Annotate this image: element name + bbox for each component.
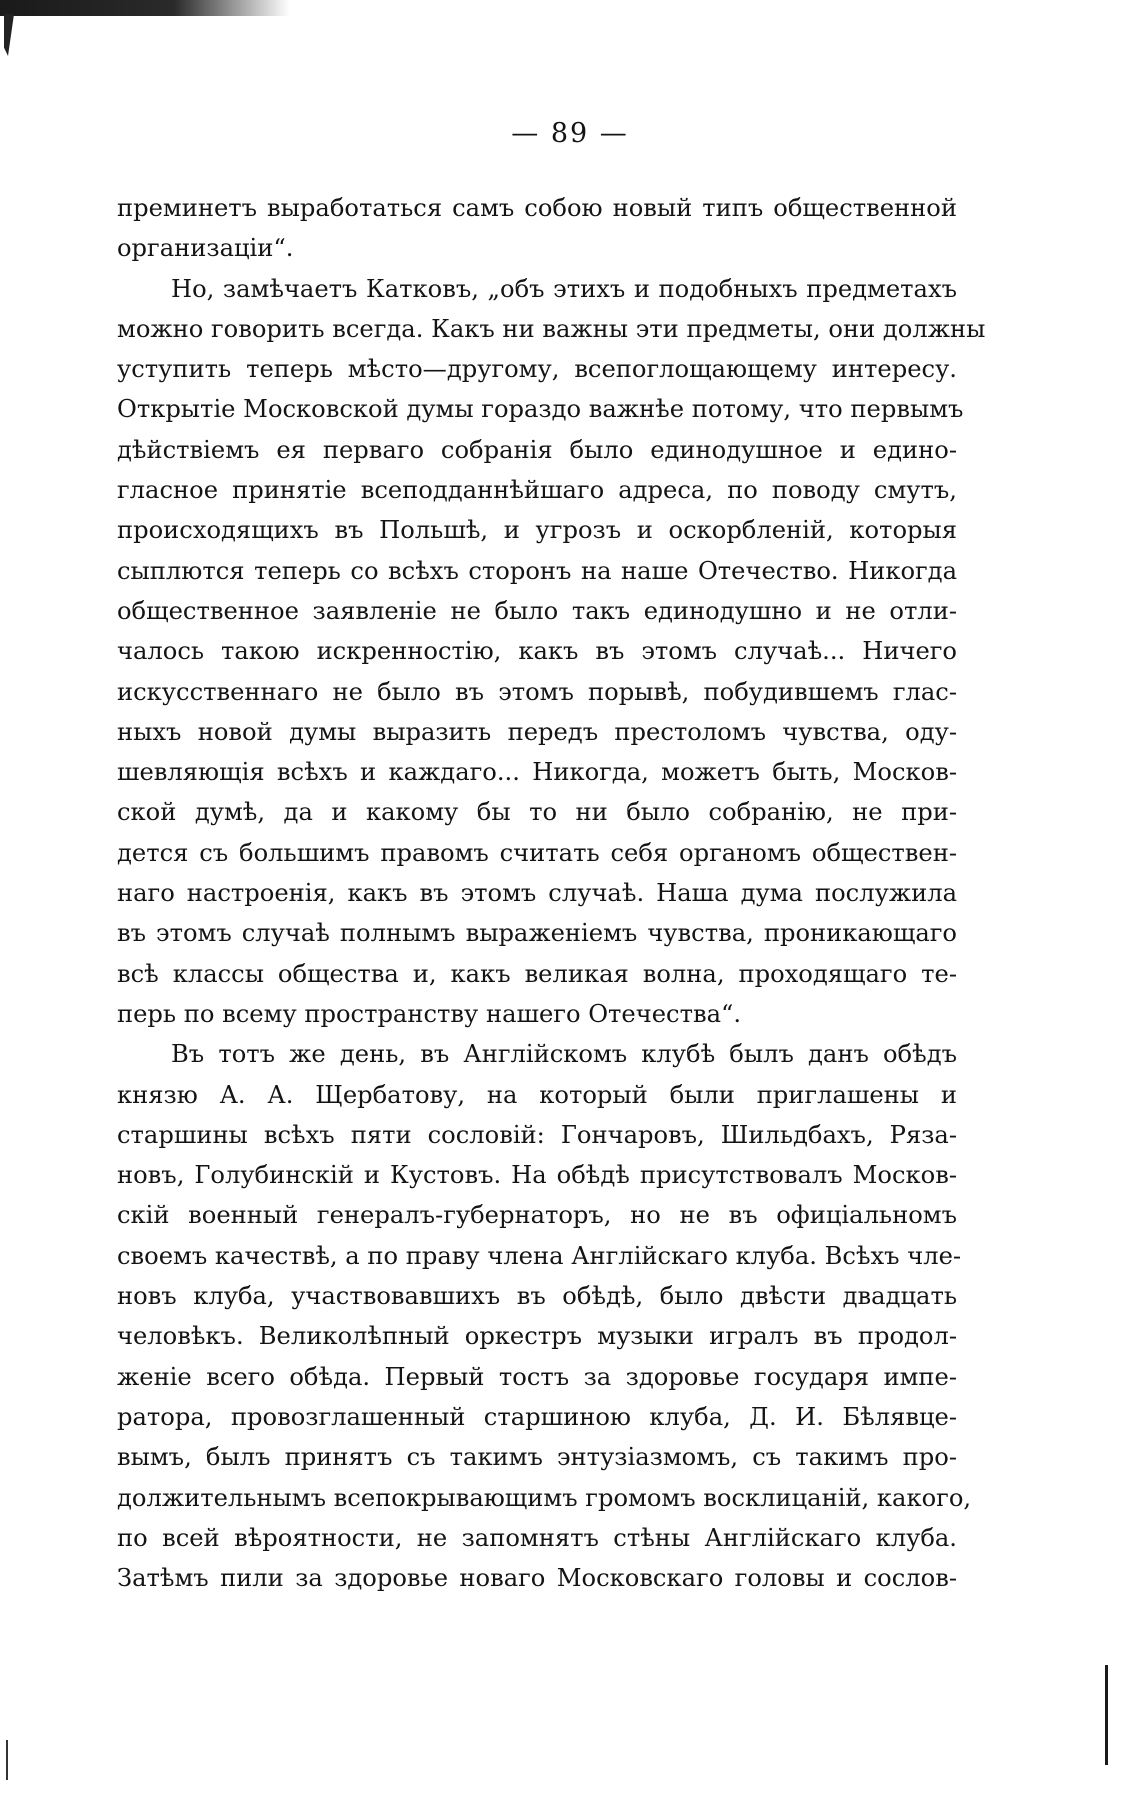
scan-edge-shadow xyxy=(0,0,290,16)
text-line: перь по всему пространству нашего Отечества“. xyxy=(117,999,742,1028)
text-line: гласное принятіе всеподданнѣйшаго адреса, по поводу смутъ, xyxy=(117,476,957,505)
text-line: ныхъ новой думы выразить передъ престоломъ чувства, оду- xyxy=(117,717,957,746)
text-line: Открытіе Московской думы гораздо важнѣе потому, что первымъ xyxy=(117,395,964,424)
text-line: своемъ качествѣ, а по праву члена Англійскаго клуба. Всѣхъ чле- xyxy=(117,1241,962,1270)
text-line: Но, замѣчаетъ Катковъ, „объ этихъ и подобныхъ предметахъ xyxy=(171,274,957,303)
text-line: новъ, Голубинскій и Кустовъ. На обѣдѣ присутствовалъ Москов- xyxy=(117,1161,957,1190)
text-line: преминетъ выработаться самъ собою новый типъ общественной xyxy=(117,194,957,222)
text-line: вымъ, былъ принятъ съ такимъ энтузіазмомъ, съ такимъ про- xyxy=(117,1443,957,1472)
text-line: можно говорить всегда. Какъ ни важны эти предметы, они должны xyxy=(117,314,986,343)
text-line: организаціи“. xyxy=(117,234,294,263)
text-line: князю А. А. Щербатову, на который были приглашены и xyxy=(117,1080,957,1109)
text-line: Затѣмъ пили за здоровье новаго Московскаго головы и сослов- xyxy=(117,1564,957,1593)
text-line: ской думѣ, да и какому бы то ни было собранію, не при- xyxy=(117,798,957,827)
text-line: дется съ большимъ правомъ считать себя органомъ обществен- xyxy=(117,838,957,867)
text-line: наго настроенія, какъ въ этомъ случаѣ. Наша дума послужила xyxy=(117,879,957,908)
text-line: по всей вѣроятности, не запомнятъ стѣны Англійскаго клуба. xyxy=(117,1523,957,1552)
text-line: женіе всего обѣда. Первый тостъ за здоровье государя импе- xyxy=(117,1362,957,1391)
text-line: шевляющія всѣхъ и каждаго... Никогда, можетъ быть, Москов- xyxy=(117,758,957,787)
scan-edge-mark xyxy=(4,14,14,56)
text-line: дѣйствіемъ ея перваго собранія было единодушное и едино- xyxy=(117,435,957,464)
body-text xyxy=(117,188,986,1598)
text-line: скій военный генералъ-губернаторъ, но не въ офиціальномъ xyxy=(117,1201,957,1230)
text-line: человѣкъ. Великолѣпный оркестръ музыки игралъ въ продол- xyxy=(117,1322,957,1351)
text-line: Въ тотъ же день, въ Англійскомъ клубѣ былъ данъ обѣдъ xyxy=(171,1040,957,1069)
text-line: сыплются теперь со всѣхъ сторонъ на наше Отечество. Никогда xyxy=(117,556,957,585)
text-line: искусственнаго не было въ этомъ порывѣ, побудившемъ глас- xyxy=(117,677,957,706)
text-line: ратора, провозглашенный старшиною клуба, Д. И. Бѣлявце- xyxy=(117,1402,957,1431)
text-line: общественное заявленіе не было такъ единодушно и не отли- xyxy=(117,596,957,625)
text-line: чалось такою искренностію, какъ въ этомъ случаѣ... Ничего xyxy=(117,637,957,666)
text-line: всѣ классы общества и, какъ великая волна, проходящаго те- xyxy=(117,959,957,988)
text-line: уступить теперь мѣсто—другому, всепоглощающему интересу. xyxy=(117,355,957,384)
text-line: должительнымъ всепокрывающимъ громомъ восклицаній, какого, xyxy=(117,1483,972,1512)
text-line: въ этомъ случаѣ полнымъ выраженіемъ чувства, проникающаго xyxy=(117,919,957,948)
scan-edge-line xyxy=(1105,1665,1108,1765)
text-line: старшины всѣхъ пяти сословій: Гончаровъ, Шильдбахъ, Ряза- xyxy=(117,1120,957,1149)
text-line: новъ клуба, участвовавшихъ въ обѣдѣ, было двѣсти двадцать xyxy=(117,1282,957,1311)
text-line: происходящихъ въ Польшѣ, и угрозъ и оскорбленій, которыя xyxy=(117,516,957,545)
page-number: — 89 — xyxy=(511,118,629,149)
scan-edge-tick xyxy=(6,1740,8,1780)
